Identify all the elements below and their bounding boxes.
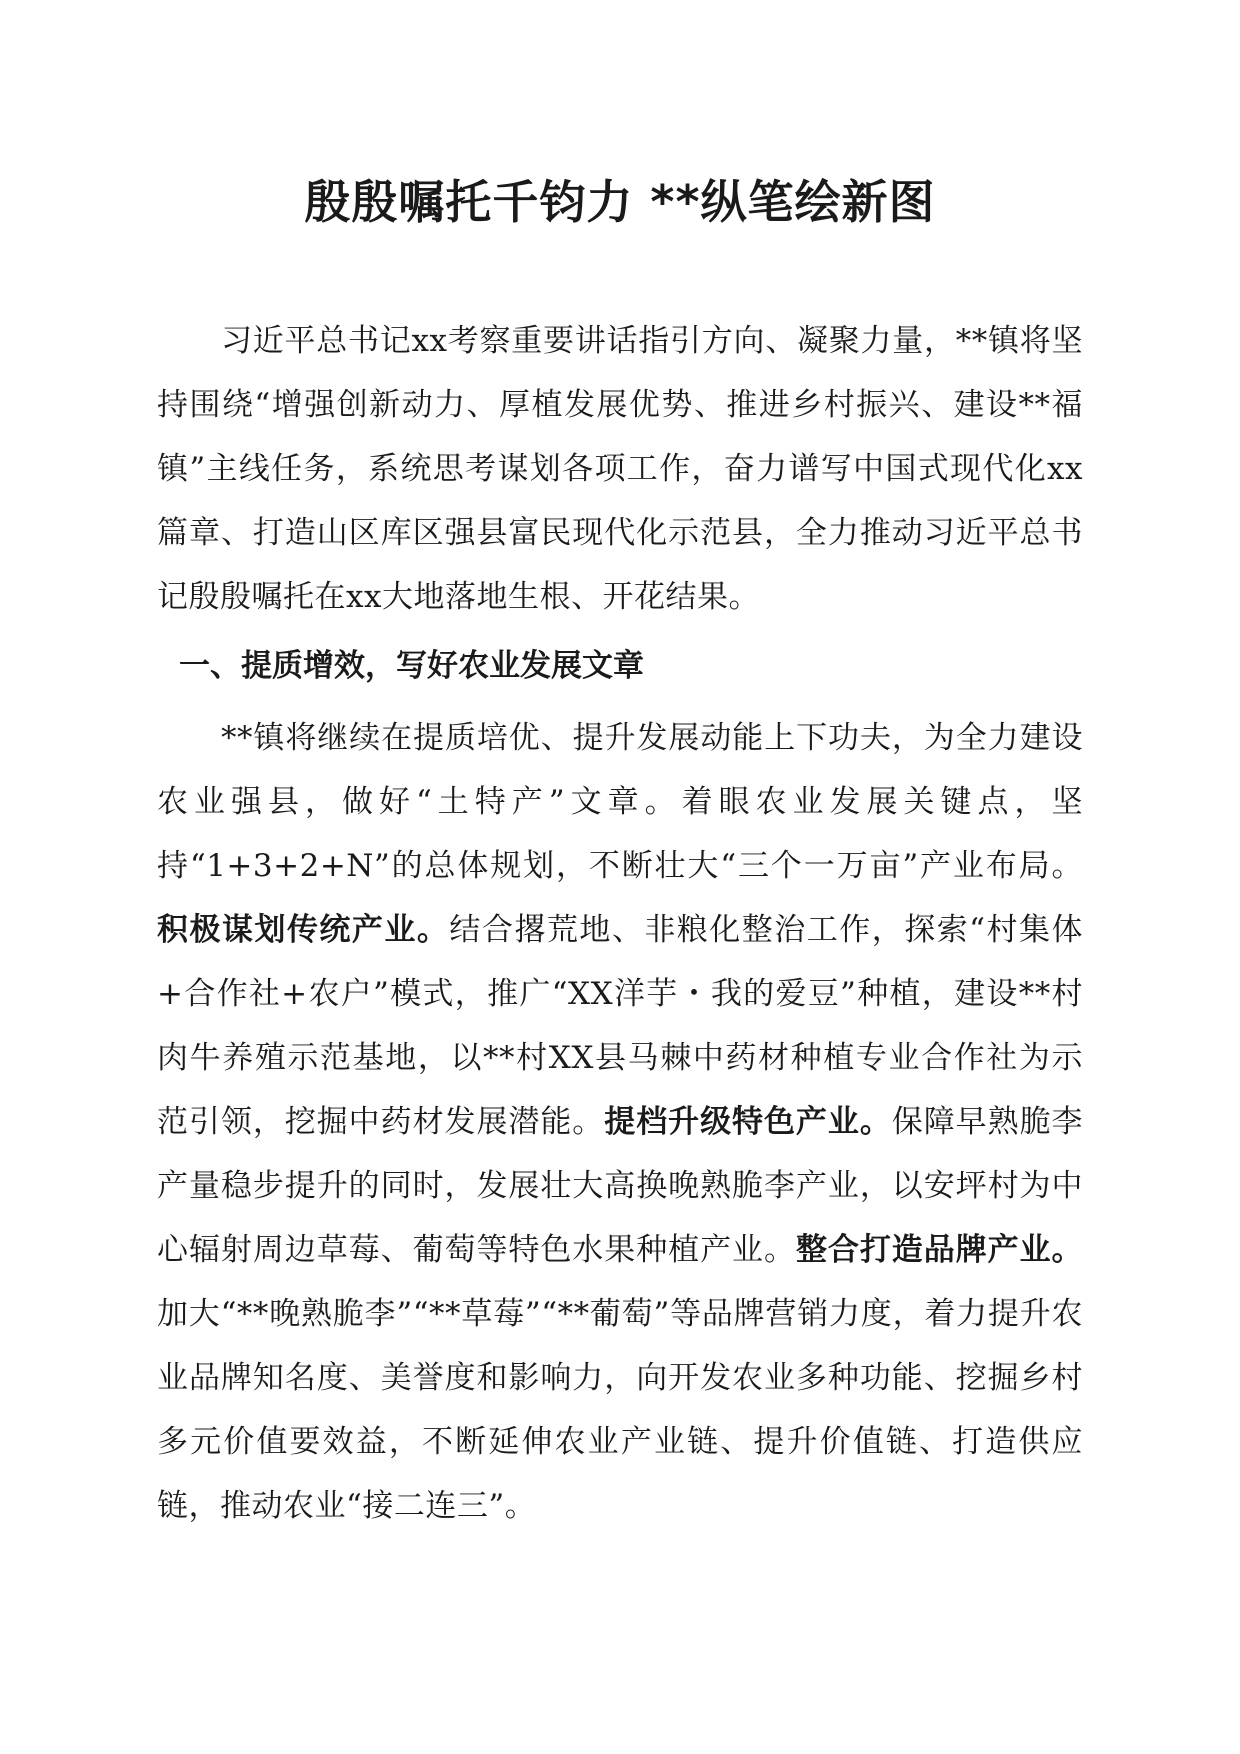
point-text-brand: 加大“**晚熟脆李”“**草莓”“**葡萄”等品牌营销力度，着力提升农业品牌知名度、美誉度和影响力，向开发农业多种功能、挖掘乡村多元价值要效益，不断延伸农业产业链、提升价值链、打造供应链，推动农业“接二连三”。 xyxy=(157,1296,1083,1524)
document-title: 殷殷嘱托千钧力 **纵笔绘新图 xyxy=(304,175,936,229)
point-title-specialty: 提档升级特色产业。 xyxy=(604,1104,892,1140)
point-text-specialty: 保障早熟脆李产量稳步提升的同时，发展壮大高换晚熟脆李产业，以安坪村为中心辐射周边草莓、葡萄等特色水果种植产业。 xyxy=(157,1104,1084,1268)
point-title-brand: 整合打造品牌产业。 xyxy=(795,1232,1084,1268)
point-title-traditional: 积极谋划传统产业。 xyxy=(157,912,450,948)
point-text-traditional: 结合撂荒地、非粮化整治工作，探索“村集体+合作社+农户”模式，推广“XX洋芋・我的爱豆”种植，建设**村肉牛养殖示范基地，以**村XX县马棘中药材种植专业合作社为示范引领，挖掘中药材发展潜能。 xyxy=(157,912,1083,1140)
section-paragraph xyxy=(157,706,1083,1538)
section-heading: 一、提质增效，写好农业发展文章 xyxy=(179,648,644,684)
document-page xyxy=(157,0,1083,1754)
intro-paragraph: 习近平总书记xx考察重要讲话指引方向、凝聚力量，**镇将坚持围绕“增强创新动力、厚植发展优势、推进乡村振兴、建设**福镇”主线任务，系统思考谋划各项工作，奋力谱写中国式现代化xx篇章、打造山区库区强县富民现代化示范县，全力推动习近平总书记殷殷嘱托在xx大地落地生根、开花结果。 xyxy=(157,323,1083,615)
section-lead-text: **镇将继续在提质培优、提升发展动能上下功夫，为全力建设农业强县，做好“土特产”文章。着眼农业发展关键点，坚持“1+3+2+N”的总体规划，不断壮大“三个一万亩”产业布局。 xyxy=(157,720,1083,884)
